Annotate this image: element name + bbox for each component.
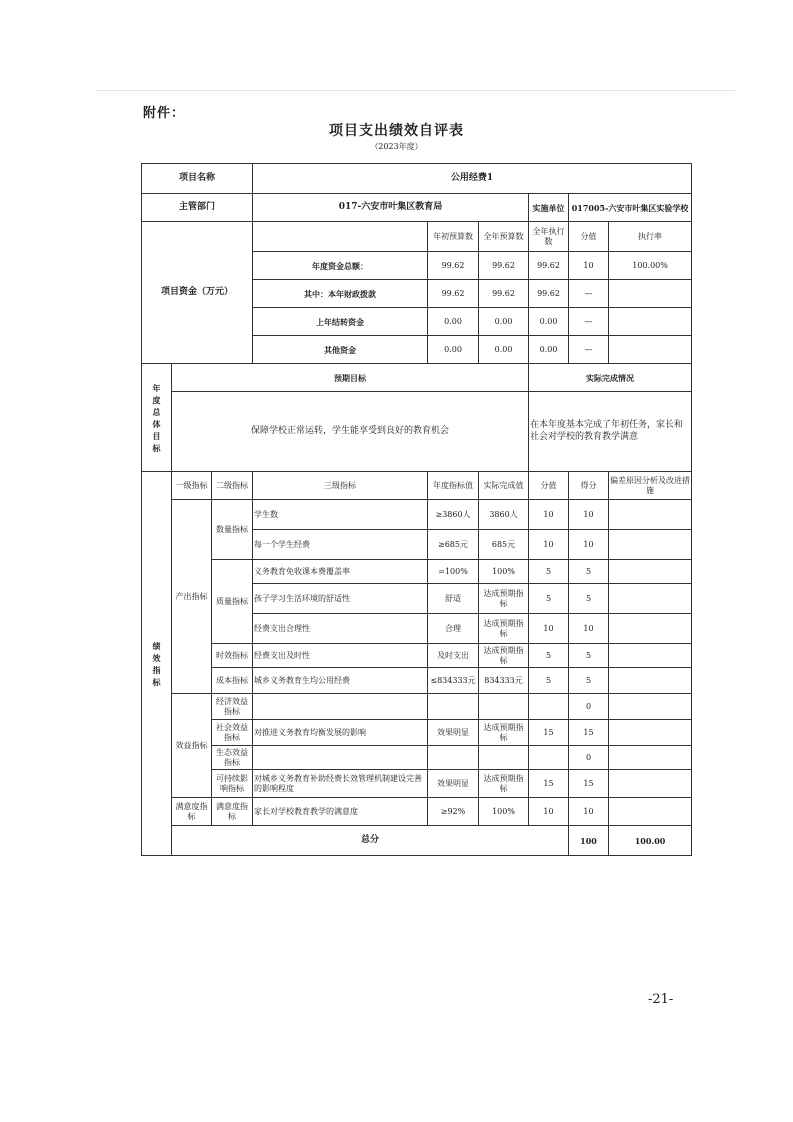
expected-goal-header: 预期目标 [172, 364, 529, 392]
cell: ≥685元 [428, 530, 479, 560]
header-cell: 实际完成值 [479, 472, 529, 500]
funds-label: 项目资金（万元） [142, 222, 253, 364]
cell [609, 770, 692, 798]
cell: ≥92% [428, 798, 479, 826]
cell: — [569, 280, 609, 308]
cell: 10 [569, 252, 609, 280]
cell: 15 [569, 770, 609, 798]
table-row [142, 364, 692, 392]
performance-table [141, 163, 692, 856]
cell: 达成预期指标 [479, 644, 529, 668]
fund-row-label: 其他资金 [253, 336, 428, 364]
unit-label: 实施单位 [529, 194, 569, 222]
cell: 达成预期指标 [479, 614, 529, 644]
table-row [142, 560, 692, 584]
l1-benefit: 效益指标 [172, 694, 212, 798]
cell [609, 668, 692, 694]
cell: 10 [529, 500, 569, 530]
l2-sustainable: 可持续影响指标 [212, 770, 253, 798]
cell [479, 746, 529, 770]
cell [609, 500, 692, 530]
header-cell: 三级指标 [253, 472, 428, 500]
cell: 15 [569, 720, 609, 746]
indicator-name: 经费支出合理性 [253, 614, 428, 644]
page-subtitle: （2023年度） [370, 142, 423, 151]
cell: 99.62 [479, 252, 529, 280]
table-row [142, 770, 692, 798]
cell [609, 694, 692, 720]
project-name-label: 项目名称 [142, 164, 253, 194]
header-cell: 得分 [569, 472, 609, 500]
l1-output: 产出指标 [172, 500, 212, 694]
cell: 10 [569, 798, 609, 826]
cell [609, 308, 692, 336]
cell: 100.00% [609, 252, 692, 280]
performance-label: 绩效指标 [142, 472, 172, 856]
l2-cost: 成本指标 [212, 668, 253, 694]
cell: 10 [529, 530, 569, 560]
cell [609, 720, 692, 746]
table-row [142, 222, 692, 252]
total-score: 100 [569, 826, 609, 856]
table-row [142, 826, 692, 856]
cell [609, 560, 692, 584]
cell: 及时支出 [428, 644, 479, 668]
l2-ecological: 生态效益指标 [212, 746, 253, 770]
cell: 99.62 [529, 252, 569, 280]
attachment-label: 附件： [143, 106, 186, 121]
cell: 0.00 [529, 308, 569, 336]
cell: 10 [529, 614, 569, 644]
table-row [142, 746, 692, 770]
cell [529, 746, 569, 770]
cell [253, 222, 428, 252]
table-row [142, 500, 692, 530]
cell: 5 [529, 584, 569, 614]
project-name: 公用经费1 [253, 164, 692, 194]
cell: 99.62 [428, 280, 479, 308]
cell: ≤834333元 [428, 668, 479, 694]
fund-row-label: 年度资金总额： [253, 252, 428, 280]
cell: 15 [529, 770, 569, 798]
table-row [142, 668, 692, 694]
indicator-name: 学生数 [253, 500, 428, 530]
indicator-name: 孩子学习生活环境的舒适性 [253, 584, 428, 614]
cell: 15 [529, 720, 569, 746]
header-divider [95, 90, 735, 91]
cell: — [569, 336, 609, 364]
actual-result-header: 实际完成情况 [529, 364, 692, 392]
cell: =100% [428, 560, 479, 584]
table-row [142, 194, 692, 222]
header-cell: 分值 [569, 222, 609, 252]
actual-result: 在本年度基本完成了年初任务，家长和社会对学校的教育教学满意 [529, 392, 692, 472]
cell: 685元 [479, 530, 529, 560]
total-label: 总分 [172, 826, 569, 856]
header-cell: 二级指标 [212, 472, 253, 500]
cell: 5 [569, 584, 609, 614]
cell: 达成预期指标 [479, 584, 529, 614]
cell: 10 [569, 530, 609, 560]
header-cell: 年度指标值 [428, 472, 479, 500]
cell [609, 798, 692, 826]
goals-label: 年度总体目标 [142, 364, 172, 472]
cell: 99.62 [479, 280, 529, 308]
cell: 3860人 [479, 500, 529, 530]
l1-satisfaction: 满意度指标 [172, 798, 212, 826]
cell [609, 530, 692, 560]
cell: 0.00 [529, 336, 569, 364]
cell: 0 [569, 694, 609, 720]
header-cell: 全年执行数 [529, 222, 569, 252]
table-row [142, 694, 692, 720]
unit-value: 017005-六安市叶集区实验学校 [569, 194, 692, 222]
fund-row-label: 其中：本年财政拨款 [253, 280, 428, 308]
header-cell: 分值 [529, 472, 569, 500]
cell: 0 [569, 746, 609, 770]
cell [428, 746, 479, 770]
cell [529, 694, 569, 720]
cell: 5 [529, 668, 569, 694]
cell [428, 694, 479, 720]
l2-social: 社会效益指标 [212, 720, 253, 746]
table-row [142, 644, 692, 668]
cell [609, 280, 692, 308]
cell [609, 584, 692, 614]
cell: 5 [529, 560, 569, 584]
dept-value: 017-六安市叶集区教育局 [253, 194, 529, 222]
table-row [142, 472, 692, 500]
cell: 效果明显 [428, 770, 479, 798]
cell: 5 [569, 668, 609, 694]
table-row [142, 392, 692, 472]
cell: 达成预期指标 [479, 770, 529, 798]
cell: 0.00 [428, 308, 479, 336]
cell: — [569, 308, 609, 336]
l2-quantity: 数量指标 [212, 500, 253, 560]
cell: 100% [479, 798, 529, 826]
indicator-name: 城乡义务教育生均公用经费 [253, 668, 428, 694]
cell: 效果明显 [428, 720, 479, 746]
expected-goal: 保障学校正常运转，学生能享受到良好的教育机会 [172, 392, 529, 472]
indicator-name: 对推进义务教育均衡发展的影响 [253, 720, 428, 746]
page-number: -21- [648, 992, 674, 1007]
cell: 10 [529, 798, 569, 826]
indicator-name [253, 746, 428, 770]
table-row [142, 164, 692, 194]
cell [479, 694, 529, 720]
l2-economic: 经济效益指标 [212, 694, 253, 720]
cell: 0.00 [479, 336, 529, 364]
header-cell: 执行率 [609, 222, 692, 252]
cell: 达成预期指标 [479, 720, 529, 746]
indicator-name [253, 694, 428, 720]
cell: 合理 [428, 614, 479, 644]
indicator-name: 每一个学生经费 [253, 530, 428, 560]
indicator-name: 对城乡义务教育补助经费长效管理机制建设完善的影响程度 [253, 770, 428, 798]
cell [609, 644, 692, 668]
cell [609, 614, 692, 644]
cell: 5 [529, 644, 569, 668]
indicator-name: 家长对学校教育教学的满意度 [253, 798, 428, 826]
cell: 5 [569, 644, 609, 668]
total-got: 100.00 [609, 826, 692, 856]
dept-label: 主管部门 [142, 194, 253, 222]
cell: 10 [569, 500, 609, 530]
l2-timeliness: 时效指标 [212, 644, 253, 668]
page-title: 项目支出绩效自评表 [329, 123, 464, 139]
cell: ≥3860人 [428, 500, 479, 530]
cell: 0.00 [428, 336, 479, 364]
indicator-name: 义务教育免收课本费覆盖率 [253, 560, 428, 584]
header-cell: 年初预算数 [428, 222, 479, 252]
cell: 0.00 [479, 308, 529, 336]
cell: 舒适 [428, 584, 479, 614]
cell: 834333元 [479, 668, 529, 694]
table-row [142, 798, 692, 826]
cell: 100% [479, 560, 529, 584]
l2-satisfaction: 满意度指标 [212, 798, 253, 826]
cell: 99.62 [428, 252, 479, 280]
header-cell: 偏差原因分析及改进措施 [609, 472, 692, 500]
cell: 10 [569, 614, 609, 644]
cell [609, 336, 692, 364]
indicator-name: 经费支出及时性 [253, 644, 428, 668]
cell: 99.62 [529, 280, 569, 308]
header-cell: 全年预算数 [479, 222, 529, 252]
fund-row-label: 上年结转资金 [253, 308, 428, 336]
l2-quality: 质量指标 [212, 560, 253, 644]
cell: 5 [569, 560, 609, 584]
header-cell: 一级指标 [172, 472, 212, 500]
cell [609, 746, 692, 770]
table-row [142, 720, 692, 746]
